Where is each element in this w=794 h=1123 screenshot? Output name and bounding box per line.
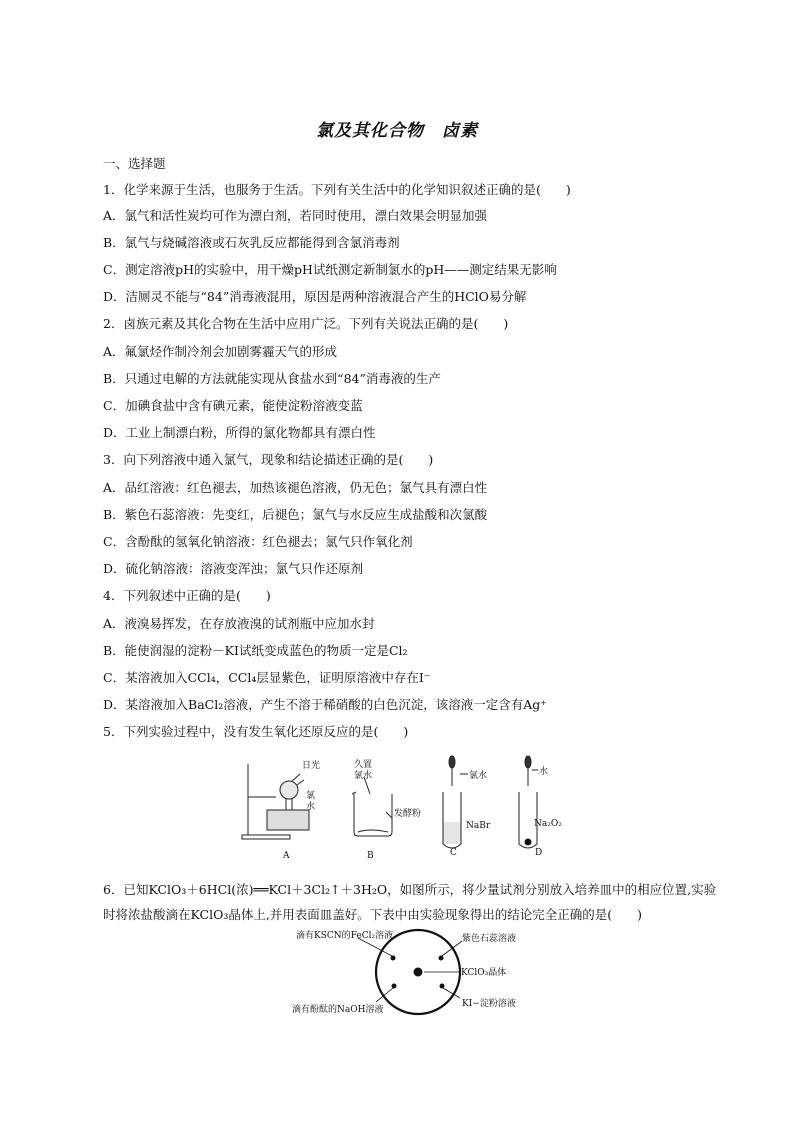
question-1-option-a: A．氯气和活性炭均可作为漂白剂，若同时使用，漂白效果会明显加强 [103,208,488,223]
fig-label-naoh: 滴有酚酞的NaOH溶液 [292,1005,384,1015]
fescn-drop-dot [391,956,396,961]
apparatus-a-icon [242,764,309,839]
fig-label-fescn: 滴有KSCN的FeCl₂溶液 [296,931,394,941]
question-5-stem: 5．下列实验过程中，没有发生氧化还原反应的是( ) [103,724,409,739]
fig-label-ki-starch: KI−淀粉溶液 [462,999,516,1009]
fig-c-reagent-label: 氯水 [469,771,488,781]
section-heading: 一、选择题 [103,156,166,171]
question-2-option-d: D．工业上制漂白粉，所得的氯化物都具有漂白性 [103,425,376,440]
question-2-stem: 2．卤族元素及其化合物在生活中应用广泛。下列有关说法正确的是( ) [103,316,509,331]
question-2-option-b: B．只通过电解的方法就能实现从食盐水到“84”消毒液的生产 [103,371,441,386]
question-4-option-a: A．液溴易挥发，在存放液溴的试剂瓶中应加水封 [103,616,375,631]
question-4-option-b: B．能使润湿的淀粉－KI试纸变成蓝色的物质一定是Cl₂ [103,643,408,658]
question-3-option-c: C．含酚酞的氢氧化钠溶液：红色褪去；氯气只作氧化剂 [103,534,413,549]
fig-caption-d: D [535,848,543,858]
fig-b-old-label-1: 久置 [354,760,373,770]
fig-a-chlorine-label-2: 水 [306,802,316,812]
question-3-option-a: A．品红溶液：红色褪去，加热该褪色溶液，仍无色；氯气具有漂白性 [103,480,488,495]
fig-d-reagent-label: 水 [539,767,549,777]
question-3-option-b: B．紫色石蕊溶液：先变红，后褪色；氯气与水反应生成盐酸和次氯酸 [103,507,488,522]
question-1-stem: 1．化学来源于生活，也服务于生活。下列有关生活中的化学知识叙述正确的是( ) [103,182,571,197]
question-1-option-d: D．洁厕灵不能与“84”消毒液混用，原因是两种溶液混合产生的HClO易分解 [103,289,527,304]
ki-starch-drop-dot [440,984,445,989]
fig-c-solution-label: NaBr [466,821,491,831]
question-2-option-c: C．加碘食盐中含有碘元素，能使淀粉溶液变蓝 [103,398,363,413]
fig-d-solid-label: Na₂O₂ [534,819,562,829]
question-4-stem: 4．下列叙述中正确的是( ) [103,588,271,603]
question-3-option-d: D．硫化钠溶液：溶液变浑浊；氯气只作还原剂 [103,561,364,576]
question-3-stem: 3．向下列溶液中通入氯气，现象和结论描述正确的是( ) [103,452,434,467]
fig-caption-a: A [283,851,290,861]
fig-b-powder-label: 发酵粉 [394,809,422,819]
question-6-stem: 6．已知KClO₃＋6HCl(浓)══KCl＋3Cl₂↑＋3H₂O，如图所示，将少量试剂分别放入培养皿中的相应位置,实验时将浓盐酸滴在KClO₃晶体上,并用表面皿盖好。下表中由实验现象得出的结论完全正确的是( ) [103,882,717,922]
fig-label-kclo3: KClO₃晶体 [461,968,507,978]
apparatus-d-icon [519,756,538,848]
apparatus-b-icon [352,777,392,836]
petri-dish-figure [288,928,548,1022]
page-title: 氯及其化合物 卤素 [316,121,478,141]
fig-label-litmus: 紫色石蕊溶液 [462,934,517,944]
fig-a-sun-label: 日光 [302,761,321,771]
fig-caption-b: B [367,851,374,861]
fig-b-old-label-2: 氯水 [354,771,373,781]
experiment-apparatus-figure [240,752,580,864]
litmus-drop-dot [439,956,444,961]
question-1-option-c: C．测定溶液pH的实验中，用干燥pH试纸测定新制氯水的pH——测定结果无影响 [103,262,557,277]
fig-caption-c: C [450,848,457,858]
fig-a-chlorine-label-1: 氯 [306,791,316,801]
kclo3-crystal-dot [414,968,423,977]
question-4-option-d: D．某溶液加入BaCl₂溶液，产生不溶于稀硝酸的白色沉淀，该溶液一定含有Ag⁺ [103,697,547,712]
question-2-option-a: A．氟氯烃作制冷剂会加剧雾霾天气的形成 [103,344,338,359]
question-1-option-b: B．氯气与烧碱溶液或石灰乳反应都能得到含氯消毒剂 [103,235,400,250]
apparatus-c-icon [443,756,468,848]
naoh-drop-dot [392,984,397,989]
question-4-option-c: C．某溶液加入CCl₄，CCl₄层显紫色，证明原溶液中存在I⁻ [103,670,431,685]
